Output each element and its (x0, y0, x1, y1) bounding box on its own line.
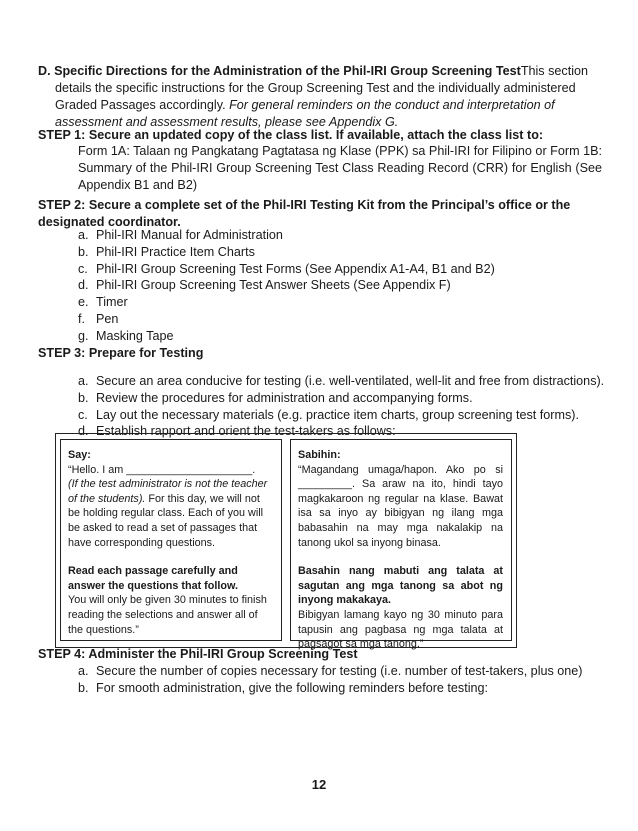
list-item: b. Phil-IRI Practice Item Charts (78, 244, 255, 259)
say-bold-instruction: Read each passage carefully and answer the questions that follow. (68, 565, 238, 592)
list-item: c. Phil-IRI Group Screening Test Forms (See Appendix A1-A4, B1 and B2) (78, 261, 495, 276)
page-number: 12 (311, 777, 327, 792)
step2-list (78, 227, 495, 345)
list-item: g. Masking Tape (78, 328, 174, 343)
say-body (68, 477, 273, 550)
list-item: a. Phil-IRI Manual for Administration (78, 228, 283, 242)
list-item: b. For smooth administration, give the following reminders before testing: (78, 680, 488, 695)
sabihin-bold-instruction: Basahin nang mabuti ang talata at sagutan ang mga tanong sa abot ng inyong makakaya. (298, 565, 503, 607)
list-item: a. Secure the number of copies necessary for testing (i.e. number of test-takers, plus one) (78, 664, 583, 678)
sabihin-label: Sabihin: (298, 449, 341, 461)
sabihin-closing: Bibigyan lamang kayo ng 30 minuto para tapusin ang pagbasa ng mga talata at pagsagot sa mga tanong.” (298, 608, 503, 651)
step2-heading: STEP 2: Secure a complete set of the Phil-IRI Testing Kit from the Principal’s office or the designated coordinator. (38, 198, 571, 229)
list-item: d. Establish rapport and orient the test-takers as follows: (78, 424, 396, 439)
list-item: a. Secure an area conducive for testing (i.e. well-ventilated, well-lit and free from distractions). (78, 374, 605, 388)
section-d-paragraph (38, 63, 621, 131)
say-greeting: “Hello. I am _____________________. (68, 463, 256, 476)
step4-list (78, 663, 583, 697)
script-boxes (55, 433, 517, 651)
section-d-italic-text: For general reminders on the conduct and interpretation of assessment and assessment results, please see Appendix G. (55, 98, 555, 129)
section-d-text: This section details the specific instructions for the Group Screening Test and the individually administered Graded Passages accordingly. (55, 64, 589, 112)
list-item: c. Lay out the necessary materials (e.g. practice item charts, group screening test forms). (78, 407, 579, 422)
sabihin-greeting: “Magandang umaga/hapon. Ako po si _________. Sa araw na ito, hindi tayo magkakaroon ng regular na klase. Bawat isa sa inyo ay bibigyan ng ilang mga babasahin na may mga nakalakip na tanong ukol sa inyong binasa. (298, 463, 503, 549)
step1-heading: STEP 1: Secure an updated copy of the class list. If available, attach the class list to: (38, 128, 544, 142)
list-item: f. Pen (78, 311, 119, 326)
say-closing: You will only be given 30 minutes to finish reading the selections and answer all of the questions.” (68, 594, 267, 636)
say-rest: For this day, we will not be holding regular class. Each of you will be asked to read a set of passages that have corresponding questions. (68, 492, 264, 549)
step3-list (78, 373, 604, 440)
list-item: b. Review the procedures for administration and accompanying forms. (78, 390, 473, 405)
section-d-heading: D. Specific Directions for the Administration of the Phil-IRI Group Screening Test (38, 64, 521, 78)
say-italic-note: (If the test administrator is not the teacher of the students). (68, 478, 268, 505)
step1-body: Form 1A: Talaan ng Pangkatang Pagtatasa ng Klase (PPK) sa Phil-IRI for Filipino or Form 1B: Summary of the Phil-IRI Group Screening Test Class Reading Record (CRR) for English (See Appendix B1 and B2) (78, 144, 602, 192)
say-box (60, 439, 282, 641)
say-label: Say: (68, 449, 91, 461)
sabihin-box (290, 439, 512, 651)
step4-heading: STEP 4: Administer the Phil-IRI Group Screening Test (38, 647, 358, 661)
step3-heading: STEP 3: Prepare for Testing (38, 346, 204, 360)
list-item: d. Phil-IRI Group Screening Test Answer Sheets (See Appendix F) (78, 278, 451, 293)
list-item: e. Timer (78, 295, 128, 310)
